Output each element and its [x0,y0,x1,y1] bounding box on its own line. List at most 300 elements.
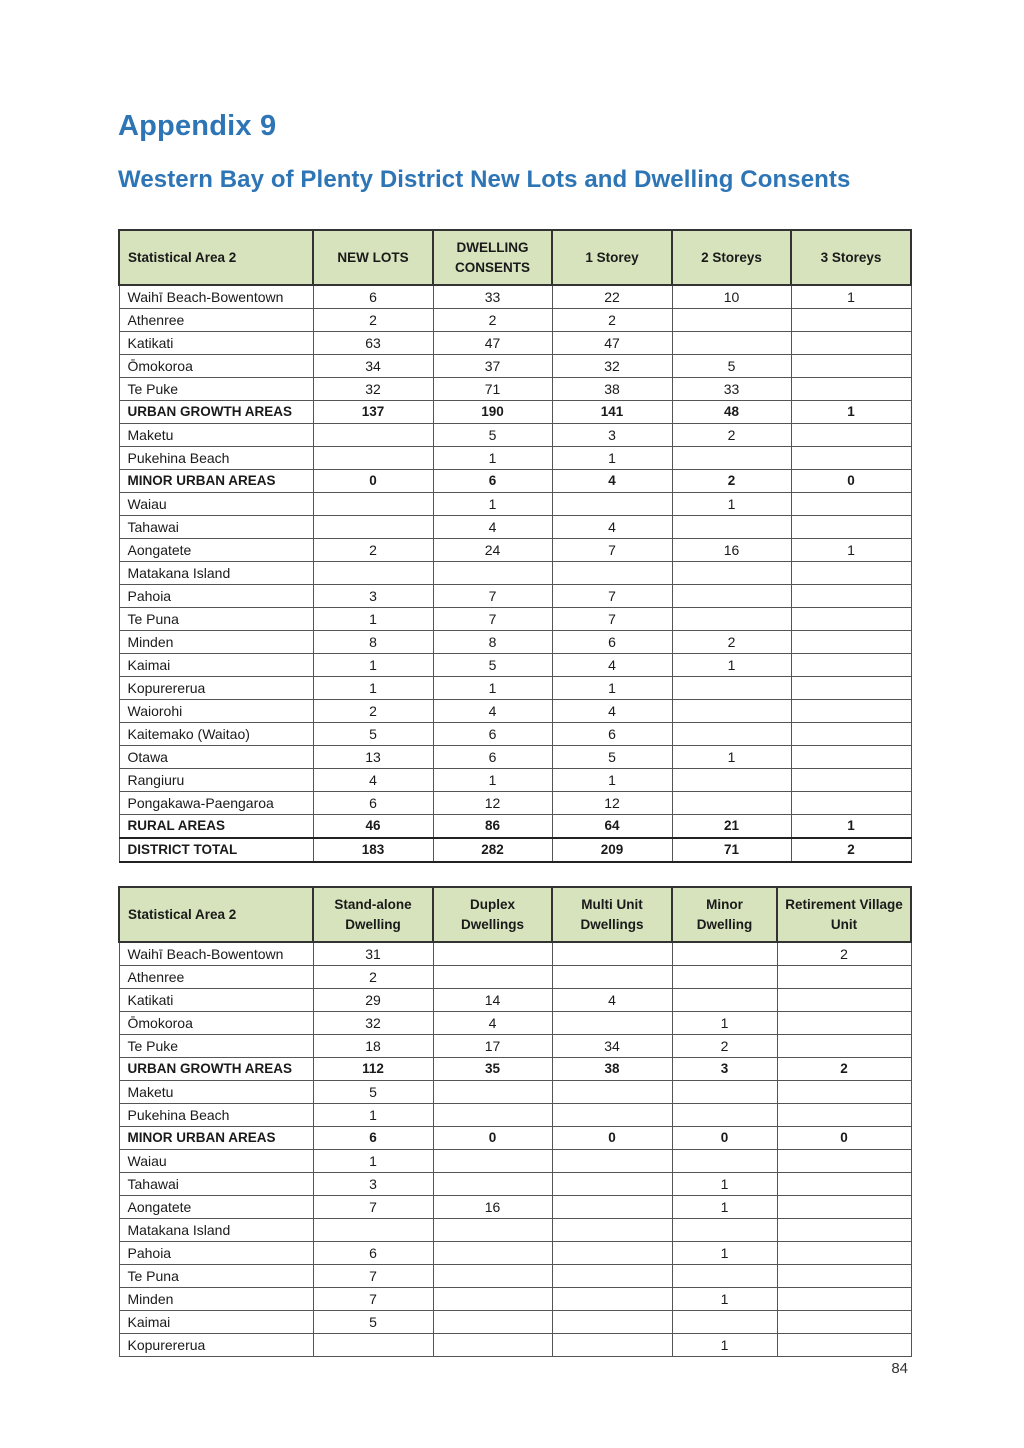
area-name-cell: Waiau [119,1150,313,1173]
value-cell [433,1173,552,1196]
value-cell [433,1288,552,1311]
value-cell: 1 [552,447,672,470]
table-row [119,1012,911,1035]
value-cell: 5 [313,1081,433,1104]
value-cell: 0 [313,470,433,493]
value-cell [552,1012,672,1035]
table-row [119,1081,911,1104]
value-cell: 16 [433,1196,552,1219]
value-cell [791,447,911,470]
value-cell: 3 [672,1058,777,1081]
value-cell [433,1081,552,1104]
value-cell: 1 [552,677,672,700]
column-header: 2 Storeys [672,230,791,285]
value-cell [791,723,911,746]
value-cell: 1 [313,608,433,631]
value-cell: 33 [433,285,552,309]
value-cell: 1 [672,1288,777,1311]
value-cell: 3 [313,1173,433,1196]
area-name-cell: Athenree [119,309,313,332]
value-cell [672,769,791,792]
value-cell: 7 [433,608,552,631]
table-row [119,378,911,401]
value-cell: 2 [433,309,552,332]
area-name-cell: Rangiuru [119,769,313,792]
table-row [119,493,911,516]
area-name-cell: Pongakawa-Paengaroa [119,792,313,815]
value-cell [672,309,791,332]
table-row [119,700,911,723]
value-cell [777,1173,911,1196]
table-header-row [119,230,911,285]
value-cell: 64 [552,815,672,839]
value-cell: 18 [313,1035,433,1058]
area-name-cell: Kaimai [119,654,313,677]
value-cell [791,378,911,401]
value-cell [777,1081,911,1104]
value-cell: 2 [313,309,433,332]
value-cell: 13 [313,746,433,769]
value-cell [672,1104,777,1127]
value-cell: 17 [433,1035,552,1058]
column-header: 1 Storey [552,230,672,285]
table-row [119,723,911,746]
table-row [119,746,911,769]
table-row [119,1311,911,1334]
area-name-cell: MINOR URBAN AREAS [119,470,313,493]
column-header: Minor Dwelling [672,887,777,942]
column-header: Retirement Village Unit [777,887,911,942]
area-name-cell: Matakana Island [119,562,313,585]
value-cell: 1 [791,539,911,562]
value-cell: 71 [433,378,552,401]
value-cell [672,1081,777,1104]
value-cell: 32 [313,1012,433,1035]
value-cell [777,1196,911,1219]
value-cell [777,1150,911,1173]
value-cell: 190 [433,401,552,424]
area-name-cell: Athenree [119,966,313,989]
subtotal-row [119,1127,911,1150]
value-cell: 34 [552,1035,672,1058]
area-name-cell: Otawa [119,746,313,769]
table-row [119,989,911,1012]
table-row [119,1219,911,1242]
value-cell [777,1219,911,1242]
value-cell: 1 [313,654,433,677]
value-cell: 71 [672,838,791,862]
area-name-cell: Kaitemako (Waitao) [119,723,313,746]
value-cell: 1 [313,677,433,700]
area-name-cell: Ōmokoroa [119,355,313,378]
value-cell: 6 [313,792,433,815]
value-cell: 6 [313,1127,433,1150]
area-name-cell: Minden [119,1288,313,1311]
area-name-cell: MINOR URBAN AREAS [119,1127,313,1150]
value-cell: 1 [791,285,911,309]
table-row [119,1173,911,1196]
value-cell [313,1219,433,1242]
value-cell [552,493,672,516]
value-cell [791,631,911,654]
value-cell: 37 [433,355,552,378]
area-name-cell: RURAL AREAS [119,815,313,839]
value-cell [552,1196,672,1219]
value-cell [313,493,433,516]
value-cell: 21 [672,815,791,839]
value-cell [313,1334,433,1357]
value-cell [791,792,911,815]
value-cell: 1 [313,1104,433,1127]
table-row [119,539,911,562]
value-cell [552,966,672,989]
value-cell [552,1173,672,1196]
value-cell [672,966,777,989]
value-cell: 32 [552,355,672,378]
value-cell: 2 [791,838,911,862]
table-body [119,942,911,1357]
page-subtitle: Western Bay of Plenty District New Lots and Dwelling Consents [118,166,851,193]
value-cell [552,1219,672,1242]
page-title: Appendix 9 [118,110,277,142]
table-row [119,608,911,631]
value-cell: 46 [313,815,433,839]
value-cell [777,966,911,989]
area-name-cell: Tahawai [119,1173,313,1196]
value-cell: 35 [433,1058,552,1081]
value-cell: 4 [433,516,552,539]
value-cell [672,562,791,585]
area-name-cell: Te Puke [119,1035,313,1058]
value-cell [552,1104,672,1127]
value-cell: 31 [313,942,433,966]
value-cell [791,700,911,723]
page-number: 84 [891,1360,908,1377]
value-cell: 4 [313,769,433,792]
value-cell: 24 [433,539,552,562]
value-cell [777,1012,911,1035]
table-row [119,677,911,700]
value-cell: 137 [313,401,433,424]
value-cell [777,1334,911,1357]
value-cell: 32 [313,378,433,401]
area-name-cell: Pukehina Beach [119,1104,313,1127]
table-row [119,966,911,989]
value-cell: 16 [672,539,791,562]
value-cell: 12 [433,792,552,815]
table-row [119,562,911,585]
value-cell [672,585,791,608]
value-cell: 1 [672,1242,777,1265]
value-cell [433,1334,552,1357]
value-cell [791,585,911,608]
value-cell: 0 [791,470,911,493]
table-row [119,792,911,815]
value-cell: 7 [552,608,672,631]
subtotal-row [119,401,911,424]
area-name-cell: Katikati [119,332,313,355]
area-name-cell: URBAN GROWTH AREAS [119,1058,313,1081]
value-cell: 2 [313,700,433,723]
subtotal-row [119,470,911,493]
area-name-cell: Maketu [119,424,313,447]
value-cell: 2 [777,1058,911,1081]
column-header: Statistical Area 2 [119,230,313,285]
value-cell: 47 [433,332,552,355]
value-cell: 5 [433,654,552,677]
value-cell: 38 [552,378,672,401]
value-cell: 4 [433,1012,552,1035]
value-cell [552,1288,672,1311]
table-body [119,285,911,862]
area-name-cell: Pahoia [119,1242,313,1265]
value-cell [433,1104,552,1127]
value-cell: 6 [433,746,552,769]
value-cell: 5 [313,1311,433,1334]
value-cell: 8 [433,631,552,654]
value-cell: 2 [777,942,911,966]
table-row [119,516,911,539]
value-cell [791,677,911,700]
value-cell: 2 [672,424,791,447]
value-cell: 5 [313,723,433,746]
table-row [119,447,911,470]
area-name-cell: Waihī Beach-Bowentown [119,285,313,309]
value-cell [552,1242,672,1265]
value-cell [672,989,777,1012]
area-name-cell: URBAN GROWTH AREAS [119,401,313,424]
value-cell: 209 [552,838,672,862]
value-cell [672,1219,777,1242]
value-cell [433,562,552,585]
column-header: 3 Storeys [791,230,911,285]
value-cell: 38 [552,1058,672,1081]
value-cell: 1 [672,1334,777,1357]
value-cell: 1 [433,677,552,700]
value-cell: 7 [313,1196,433,1219]
dwelling-types-table [118,886,912,1357]
value-cell [791,746,911,769]
table-row [119,585,911,608]
value-cell: 1 [672,1196,777,1219]
value-cell [433,1265,552,1288]
value-cell [672,1265,777,1288]
table-row [119,309,911,332]
value-cell: 2 [313,539,433,562]
value-cell [552,1334,672,1357]
value-cell: 4 [552,516,672,539]
value-cell: 2 [672,631,791,654]
area-name-cell: Katikati [119,989,313,1012]
value-cell: 5 [552,746,672,769]
value-cell: 282 [433,838,552,862]
subtotal-row [119,1058,911,1081]
value-cell: 1 [433,493,552,516]
value-cell: 4 [552,470,672,493]
value-cell [791,332,911,355]
value-cell [313,424,433,447]
value-cell: 5 [433,424,552,447]
table-row [119,355,911,378]
table-row [119,1196,911,1219]
value-cell [552,562,672,585]
area-name-cell: DISTRICT TOTAL [119,838,313,862]
value-cell: 1 [552,769,672,792]
area-name-cell: Waiorohi [119,700,313,723]
value-cell: 7 [313,1265,433,1288]
area-name-cell: Te Puna [119,1265,313,1288]
value-cell: 1 [433,769,552,792]
value-cell: 141 [552,401,672,424]
value-cell [777,1242,911,1265]
value-cell [433,1150,552,1173]
value-cell [433,1242,552,1265]
area-name-cell: Maketu [119,1081,313,1104]
value-cell: 1 [791,815,911,839]
value-cell: 8 [313,631,433,654]
area-name-cell: Aongatete [119,539,313,562]
value-cell: 3 [552,424,672,447]
value-cell [791,355,911,378]
value-cell: 6 [552,631,672,654]
value-cell: 2 [672,1035,777,1058]
value-cell: 12 [552,792,672,815]
value-cell: 6 [313,285,433,309]
value-cell: 10 [672,285,791,309]
area-name-cell: Te Puna [119,608,313,631]
value-cell: 1 [672,1173,777,1196]
table-row [119,1035,911,1058]
value-cell: 4 [552,989,672,1012]
value-cell [672,792,791,815]
table-row [119,654,911,677]
column-header: Statistical Area 2 [119,887,313,942]
value-cell: 47 [552,332,672,355]
value-cell: 7 [433,585,552,608]
value-cell: 0 [672,1127,777,1150]
area-name-cell: Matakana Island [119,1219,313,1242]
table-row [119,942,911,966]
table-row [119,332,911,355]
value-cell: 0 [433,1127,552,1150]
value-cell [672,447,791,470]
value-cell [672,332,791,355]
area-name-cell: Ōmokoroa [119,1012,313,1035]
value-cell [433,1219,552,1242]
value-cell [313,562,433,585]
value-cell [313,516,433,539]
column-header: Multi Unit Dwellings [552,887,672,942]
value-cell: 4 [433,700,552,723]
area-name-cell: Waiau [119,493,313,516]
value-cell [672,723,791,746]
value-cell [433,966,552,989]
value-cell: 48 [672,401,791,424]
table-row [119,285,911,309]
value-cell [777,1104,911,1127]
value-cell: 1 [313,1150,433,1173]
table-row [119,1242,911,1265]
area-name-cell: Aongatete [119,1196,313,1219]
table-row [119,631,911,654]
table-row [119,424,911,447]
table-row [119,1265,911,1288]
value-cell: 183 [313,838,433,862]
value-cell [552,1150,672,1173]
value-cell: 6 [433,470,552,493]
column-header: Stand-alone Dwelling [313,887,433,942]
area-name-cell: Kaimai [119,1311,313,1334]
value-cell [672,608,791,631]
value-cell: 14 [433,989,552,1012]
value-cell: 63 [313,332,433,355]
value-cell: 112 [313,1058,433,1081]
value-cell: 7 [552,539,672,562]
value-cell [791,562,911,585]
value-cell: 0 [777,1127,911,1150]
table-header-row [119,887,911,942]
value-cell [672,700,791,723]
table-row [119,1104,911,1127]
value-cell [777,1265,911,1288]
value-cell [552,1265,672,1288]
value-cell [672,942,777,966]
value-cell: 7 [552,585,672,608]
column-header: DWELLING CONSENTS [433,230,552,285]
area-name-cell: Te Puke [119,378,313,401]
value-cell: 1 [433,447,552,470]
subtotal-row [119,815,911,839]
value-cell [777,989,911,1012]
value-cell [552,1311,672,1334]
value-cell: 2 [313,966,433,989]
value-cell [791,493,911,516]
value-cell [433,1311,552,1334]
value-cell: 34 [313,355,433,378]
table-row [119,769,911,792]
value-cell: 1 [672,493,791,516]
area-name-cell: Tahawai [119,516,313,539]
value-cell [672,1150,777,1173]
total-row [119,838,911,862]
value-cell: 1 [672,654,791,677]
value-cell [672,677,791,700]
area-name-cell: Kopurererua [119,1334,313,1357]
value-cell [552,1081,672,1104]
value-cell: 6 [313,1242,433,1265]
value-cell: 29 [313,989,433,1012]
area-name-cell: Minden [119,631,313,654]
value-cell [791,424,911,447]
area-name-cell: Pahoia [119,585,313,608]
area-name-cell: Waihī Beach-Bowentown [119,942,313,966]
value-cell: 22 [552,285,672,309]
table-row [119,1334,911,1357]
area-name-cell: Kopurererua [119,677,313,700]
value-cell: 1 [672,1012,777,1035]
value-cell [791,654,911,677]
value-cell: 5 [672,355,791,378]
value-cell: 86 [433,815,552,839]
value-cell: 0 [552,1127,672,1150]
value-cell: 3 [313,585,433,608]
value-cell [791,608,911,631]
value-cell [433,942,552,966]
area-name-cell: Pukehina Beach [119,447,313,470]
value-cell [672,1311,777,1334]
value-cell: 6 [433,723,552,746]
value-cell [552,942,672,966]
